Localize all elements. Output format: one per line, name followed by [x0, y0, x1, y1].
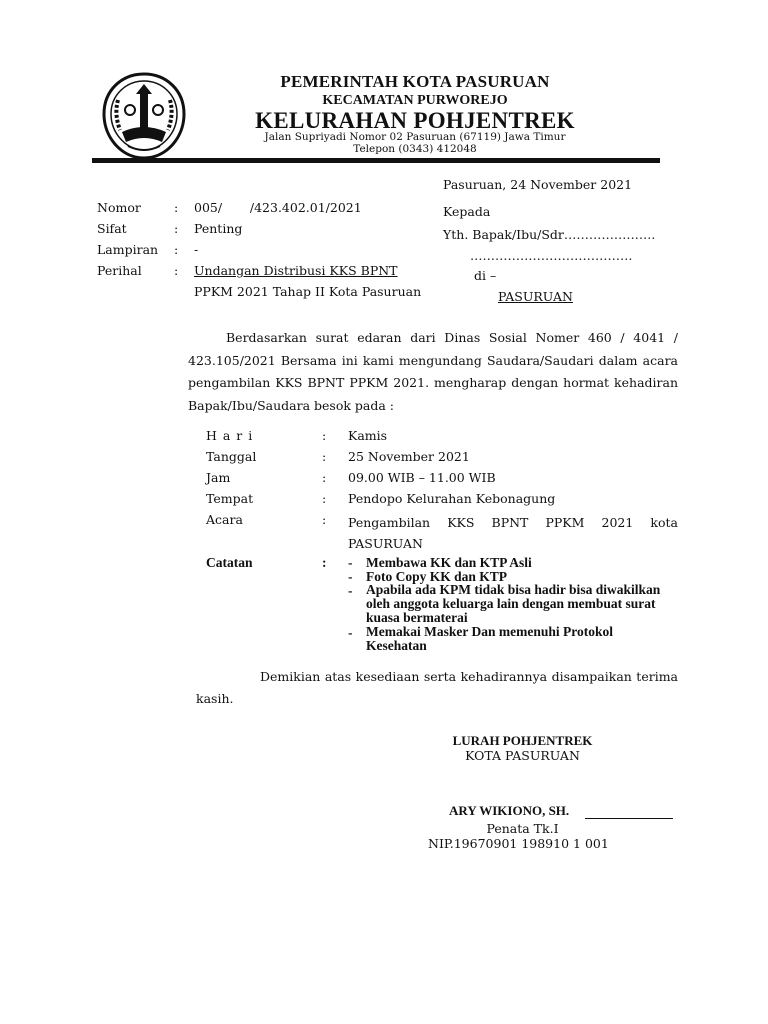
- meta-value-sifat: Penting: [194, 221, 243, 236]
- meta-label-nomor: Nomor: [97, 200, 141, 215]
- meta-label-lampiran: Lampiran: [97, 242, 159, 257]
- letter-date: Pasuruan, 24 November 2021: [443, 177, 633, 192]
- letterhead-village: KELURAHAN POHJENTREK: [255, 108, 575, 133]
- catatan-item: Membawa KK dan KTP Asli: [366, 555, 532, 570]
- meta-label-sifat: Sifat: [97, 221, 127, 236]
- recipient-di: di –: [474, 268, 497, 283]
- catatan-dash: -: [348, 625, 353, 640]
- body-intro-paragraph: Berdasarkan surat edaran dari Dinas Sosial Nomer 460 / 4041 / 423.105/2021 Bersama ini kami mengundang Saudara/Saudari dalam acara pengambilan KKS BPNT PPKM 2021. mengharap dengan hormat kehadiran Bapak/Ibu/Saudara besok pada :: [188, 330, 678, 413]
- detail-label-tanggal: Tanggal: [206, 449, 257, 464]
- detail-value-tanggal: 25 November 2021: [348, 449, 470, 464]
- detail-value-jam: 09.00 WIB – 11.00 WIB: [348, 470, 496, 485]
- detail-value-acara: Pengambilan KKS BPNT PPKM 2021 kota PASURUAN: [348, 515, 678, 551]
- meta-colon: :: [174, 200, 179, 215]
- detail-colon: :: [322, 470, 327, 485]
- signature-title: LURAH POHJENTREK: [452, 733, 593, 748]
- letterhead-address: Jalan Supriyadi Nomor 02 Pasuruan (67119) Jawa Timur: [264, 131, 566, 143]
- recipient-kepada: Kepada: [443, 204, 491, 219]
- letterhead-district: KECAMATAN PURWOREJO: [322, 93, 508, 108]
- catatan-dash: -: [348, 569, 353, 584]
- meta-colon: :: [174, 263, 179, 278]
- meta-colon: :: [174, 221, 179, 236]
- recipient-yth: Yth. Bapak/Ibu/Sdr………………….: [443, 227, 656, 242]
- detail-label-tempat: Tempat: [206, 491, 254, 506]
- letterhead-divider: [92, 158, 660, 163]
- letterhead-phone: Telepon (0343) 412048: [353, 143, 477, 155]
- catatan-item: Memakai Masker Dan memenuhi Protokol Kesehatan: [366, 624, 613, 653]
- catatan-item: Foto Copy KK dan KTP: [366, 569, 508, 584]
- signature-underline: [585, 818, 673, 819]
- detail-value-hari: Kamis: [348, 428, 388, 443]
- detail-label-hari: H a r i: [206, 428, 254, 443]
- catatan-dash: -: [348, 555, 353, 570]
- catatan-label: Catatan: [206, 555, 253, 570]
- detail-label-acara: Acara: [206, 512, 243, 527]
- meta-value-perihal: Undangan Distribusi KKS BPNT: [194, 263, 398, 278]
- catatan-colon: :: [322, 555, 327, 570]
- signature-name: ARY WIKIONO, SH.: [449, 803, 570, 818]
- meta-value-lampiran: -: [194, 242, 199, 257]
- detail-colon: :: [322, 512, 327, 527]
- letterhead-government: PEMERINTAH KOTA PASURUAN: [280, 72, 550, 91]
- signature-rank: Penata Tk.I: [486, 821, 559, 836]
- meta-colon: :: [174, 242, 179, 257]
- meta-value-nomor: 005/ /423.402.01/2021: [194, 200, 362, 215]
- closing-paragraph: Demikian atas kesediaan serta kehadirannya disampaikan terima kasih.: [196, 669, 678, 706]
- detail-label-jam: Jam: [206, 470, 231, 485]
- signature-city: KOTA PASURUAN: [465, 748, 580, 763]
- meta-value-perihal-cont: PPKM 2021 Tahap II Kota Pasuruan: [194, 284, 422, 299]
- detail-colon: :: [322, 449, 327, 464]
- meta-label-perihal: Perihal: [97, 263, 142, 278]
- city-emblem-logo: [100, 70, 188, 162]
- detail-colon: :: [322, 491, 327, 506]
- signature-nip: NIP.19670901 198910 1 001: [428, 836, 609, 851]
- catatan-item: Apabila ada KPM tidak bisa hadir bisa diwakilkan oleh anggota keluarga lain dengan membuat surat kuasa bermaterai: [366, 582, 661, 625]
- catatan-dash: -: [348, 583, 353, 598]
- detail-value-tempat: Pendopo Kelurahan Kebonagung: [348, 491, 556, 506]
- recipient-dots: …………………………………: [470, 248, 633, 263]
- recipient-city: PASURUAN: [498, 289, 573, 304]
- detail-colon: :: [322, 428, 327, 443]
